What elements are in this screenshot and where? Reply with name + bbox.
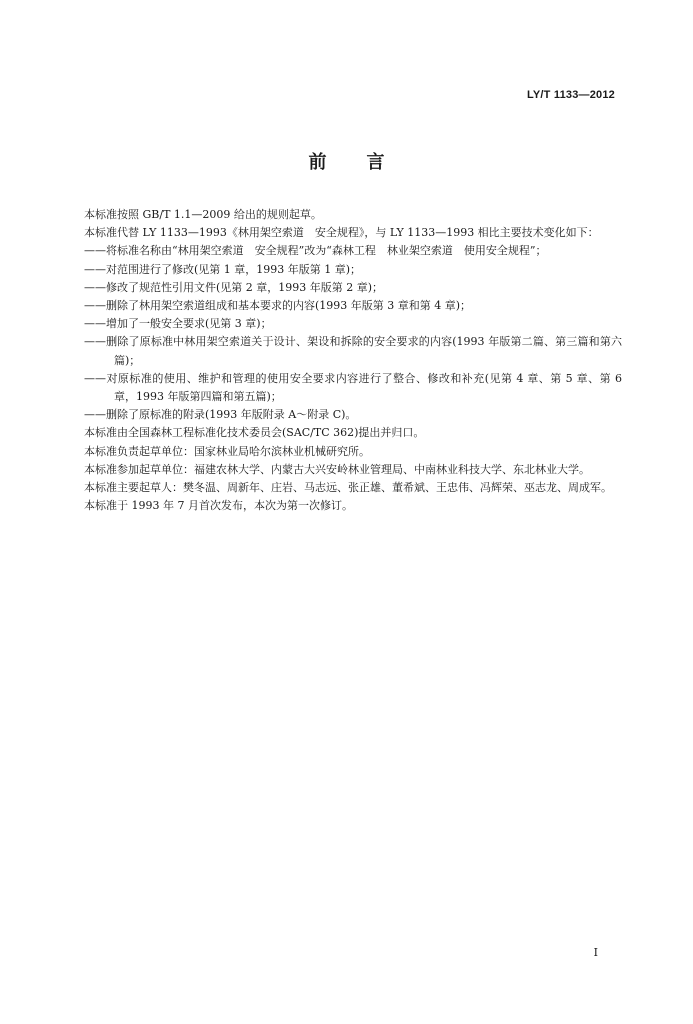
page-title: 前言 — [308, 152, 425, 173]
change-item: ——删除了原标准中林用架空索道关于设计、架设和拆除的安全要求的内容(1993 年版第二篇、第三篇和第六篇)； — [84, 335, 622, 367]
change-item: ——对原标准的使用、维护和管理的使用安全要求内容进行了整合、修改和补充(见第 4 章、第 5 章、第 6 章，1993 年版第四篇和第五篇)； — [84, 371, 622, 404]
standard-code: LY/T 1133—2012 — [526, 89, 615, 101]
paragraph-publication-history: 本标准于 1993 年 7 月首次发布，本次为第一次修订。 — [84, 499, 353, 513]
change-item: ——对范围进行了修改(见第 1 章，1993 年版第 1 章)； — [84, 262, 362, 276]
page-number: I — [593, 946, 598, 959]
change-item: ——修改了规范性引用文件(见第 2 章，1993 年版第 2 章)； — [84, 280, 384, 294]
paragraph-responsible-unit: 本标准负责起草单位：国家林业局哈尔滨林业机械研究所。 — [84, 444, 370, 458]
paragraph-participating-units: 本标准参加起草单位：福建农林大学、内蒙古大兴安岭林业管理局、中南林业科技大学、东北林业大学。 — [84, 462, 590, 476]
change-item: ——将标准名称由“林用架空索道 安全规程”改为“森林工程 林业架空索道 使用安全规程”； — [84, 244, 547, 258]
paragraph-proposer: 本标准由全国森林工程标准化技术委员会(SAC/TC 362)提出并归口。 — [84, 426, 425, 440]
change-item: ——删除了林用架空索道组成和基本要求的内容(1993 年版第 3 章和第 4 章)； — [84, 299, 472, 313]
foreword-body — [62, 206, 622, 515]
change-item: ——删除了原标准的附录(1993 年版附录 A～附录 C)。 — [84, 408, 357, 422]
paragraph-replacement: 本标准代替 LY 1133—1993《林用架空索道 安全规程》，与 LY 1133—1993 相比主要技术变化如下： — [84, 226, 599, 240]
paragraph-drafting-rules: 本标准按照 GB/T 1.1—2009 给出的规则起草。 — [84, 208, 322, 221]
paragraph-drafters: 本标准主要起草人：樊冬温、周新年、庄岩、马志远、张正雄、董希斌、王忠伟、冯辉荣、巫志龙、周成军。 — [84, 481, 612, 495]
change-item: ——增加了一般安全要求(见第 3 章)； — [84, 317, 272, 331]
